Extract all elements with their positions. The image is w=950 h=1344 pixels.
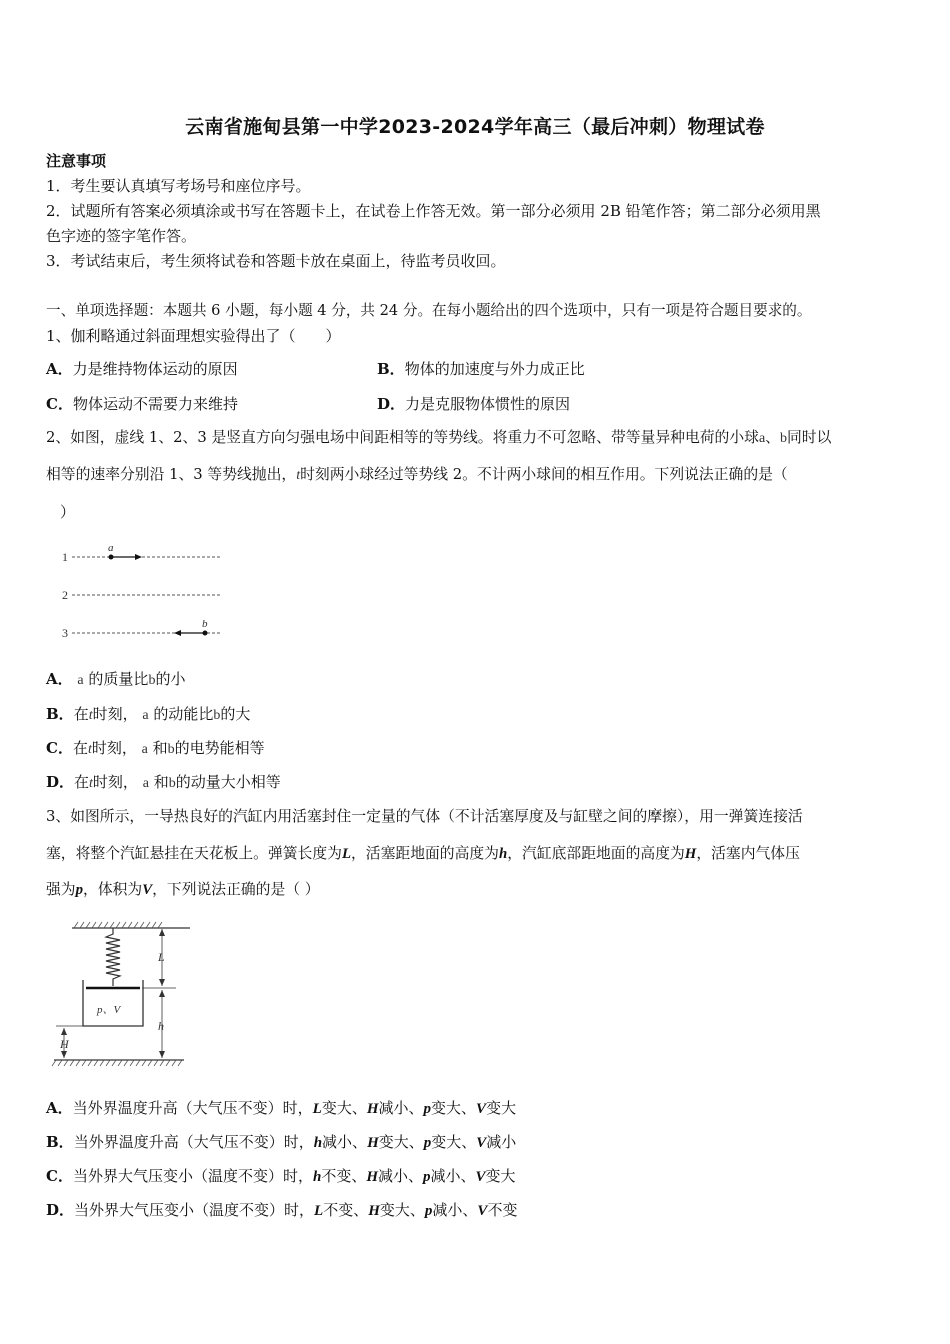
question-3-stem-line2: [46, 843, 800, 865]
question-3-stem-line1: 3、如图所示，一导热良好的汽缸内用活塞封住一定量的气体（不计活塞厚度及与缸壁之间的摩擦），用一弹簧连接活: [46, 808, 803, 825]
stem-text: 同时以: [786, 429, 832, 446]
stem-text: ，汽缸底部距地面的高度为: [507, 845, 685, 862]
option-text: 时刻，: [92, 773, 138, 791]
variable-h: h: [498, 846, 508, 862]
stem-text: ，活塞内气体压: [696, 845, 800, 862]
arrowhead: [159, 990, 165, 997]
notice-item: 1．考生要认真填写考场号和座位序号。: [46, 177, 311, 195]
question-2-stem-line1: [46, 427, 831, 450]
option-text: 变大、: [321, 1099, 367, 1117]
variable: V: [475, 1169, 486, 1185]
option-text: 和: [153, 773, 169, 791]
variable: H: [366, 1101, 379, 1117]
symbol-a: a: [758, 431, 766, 446]
symbol-a: a: [141, 742, 148, 757]
arrowhead: [159, 1051, 165, 1058]
option-text: 的动能比: [153, 705, 214, 723]
option-text: 不变、: [321, 1167, 367, 1185]
option-text: 的电势能相等: [174, 739, 265, 757]
option-text: 在: [73, 705, 89, 723]
arrowhead: [61, 1051, 67, 1058]
stem-text: 时刻两小球经过等势线 2。不计两小球间的相互作用。下列说法正确的是（: [300, 466, 788, 483]
option-text: 不变、: [323, 1201, 369, 1219]
variable: H: [366, 1169, 378, 1185]
arrowhead: [61, 1028, 67, 1035]
q3-option-c: [46, 1165, 516, 1188]
option-text: 力是克服物体惯性的原因: [405, 395, 571, 413]
variable: H: [367, 1135, 379, 1151]
option-text: 不变: [487, 1201, 518, 1219]
option-text: 当外界温度升高（大气压不变）时，: [72, 1099, 313, 1117]
stem-text: 2、如图，虚线 1、2、3 是竖直方向匀强电场中间距相等的等势线。将重力不可忽略、带等量异种电荷的小球: [46, 429, 759, 446]
option-label: D．: [377, 395, 406, 413]
option-label: D．: [46, 1201, 75, 1219]
option-text: 和: [152, 739, 168, 757]
symbol-b: b: [168, 776, 176, 791]
q3-option-d: [46, 1199, 517, 1222]
stem-text: ，活塞距地面的高度为: [351, 845, 499, 862]
stem-text: 、: [765, 429, 780, 446]
variable-p: p: [75, 882, 84, 898]
variable: p: [424, 1203, 433, 1219]
option-text: 变大: [485, 1167, 516, 1185]
variable: p: [423, 1101, 432, 1117]
stem-text: ，体积为: [83, 881, 143, 898]
option-text: 时刻，: [92, 705, 138, 723]
notice-heading: 注意事项: [46, 152, 107, 170]
symbol-t: t: [296, 468, 301, 483]
option-label: C．: [46, 739, 73, 757]
option-text: 时刻，: [91, 739, 137, 757]
notice-item: 3．考试结束后，考生须将试卷和答题卡放在桌面上，待监考员收回。: [46, 252, 506, 270]
variable: H: [368, 1203, 380, 1219]
option-label: B．: [377, 360, 405, 378]
symbol-b: b: [167, 742, 175, 757]
spring: [106, 928, 120, 986]
line-label-3: 3: [62, 626, 68, 640]
variable-H: H: [684, 846, 697, 862]
option-text: 变大、: [431, 1099, 477, 1117]
question-1-stem: 1、伽利略通过斜面理想实验得出了（ ）: [46, 327, 341, 345]
option-label: B．: [46, 705, 74, 723]
ball-b-label: b: [202, 618, 208, 630]
q2-option-d: [46, 771, 281, 795]
arrowhead: [159, 979, 165, 986]
option-text: 的大: [220, 705, 251, 723]
option-text: 当外界温度升高（大气压不变）时，: [73, 1133, 314, 1151]
q1-option-d: [377, 393, 570, 415]
stem-text: 强为: [46, 881, 76, 898]
notice-item: 色字迹的签字笔作答。: [46, 227, 197, 245]
symbol-a: a: [77, 673, 84, 688]
option-label: A．: [46, 1099, 73, 1117]
option-text: 变大、: [379, 1201, 425, 1219]
arrowhead-b: [174, 630, 181, 636]
symbol-b: b: [148, 673, 156, 688]
option-text: 物体运动不需要力来维持: [72, 395, 238, 413]
variable: h: [313, 1135, 323, 1151]
variable: p: [423, 1135, 432, 1151]
variable-V: V: [142, 882, 153, 898]
variable: L: [312, 1101, 322, 1117]
symbol-a: a: [142, 708, 149, 723]
option-text: 变大: [486, 1099, 517, 1117]
option-text: 减小、: [430, 1167, 476, 1185]
section-heading: 一、单项选择题：本题共 6 小题，每小题 4 分，共 24 分。在每小题给出的四个选项中，只有一项是符合题目要求的。: [46, 302, 812, 319]
option-text: 的小: [155, 670, 186, 688]
q2-option-b: [46, 703, 250, 727]
variable: L: [314, 1203, 324, 1219]
option-text: 减小、: [322, 1133, 368, 1151]
option-text: 力是维持物体运动的原因: [72, 360, 238, 378]
q3-option-b: [46, 1131, 516, 1154]
ceiling-hatch: [74, 922, 162, 928]
variable: V: [476, 1135, 487, 1151]
line-label-2: 2: [62, 588, 68, 602]
option-text: 在: [72, 739, 88, 757]
option-label: A．: [46, 670, 73, 688]
q1-option-a: [46, 358, 238, 380]
option-text: 减小、: [378, 1099, 424, 1117]
q1-option-b: [377, 358, 585, 380]
variable: V: [477, 1203, 488, 1219]
variable: p: [423, 1169, 431, 1185]
variable: h: [312, 1169, 322, 1185]
q1-option-c: [46, 393, 238, 415]
option-label: C．: [46, 395, 73, 413]
label-h: h: [158, 1019, 164, 1033]
q3-option-a: [46, 1097, 516, 1120]
arrowhead: [159, 929, 165, 936]
option-label: D．: [46, 773, 75, 791]
page-title: 云南省施甸县第一中学2023-2024学年高三（最后冲刺）物理试卷: [185, 116, 765, 138]
label-H: H: [60, 1037, 69, 1051]
stem-text: 塞，将整个汽缸悬挂在天花板上。弹簧长度为: [46, 845, 342, 862]
symbol-t: t: [89, 776, 93, 791]
variable: V: [476, 1101, 487, 1117]
option-text: 当外界大气压变小（温度不变）时，: [72, 1167, 313, 1185]
equipotential-lines-figure: [60, 540, 240, 645]
question-3-stem-line3: [46, 879, 320, 901]
stem-text: 相等的速率分别沿 1、3 等势线抛出，: [46, 466, 297, 483]
question-2-stem-line3: ）: [60, 503, 76, 521]
option-text: 的质量比: [88, 670, 149, 688]
label-L: L: [158, 950, 165, 964]
stem-text: ，下列说法正确的是（ ）: [152, 881, 320, 898]
option-text: 当外界大气压变小（温度不变）时，: [74, 1201, 315, 1219]
option-text: 物体的加速度与外力成正比: [404, 360, 585, 378]
option-text: 减小、: [378, 1167, 424, 1185]
symbol-a: a: [142, 776, 149, 791]
symbol-b: b: [779, 431, 787, 446]
arrowhead-a: [135, 554, 142, 560]
symbol-b: b: [213, 708, 221, 723]
notice-item: 2．试题所有答案必须填涂或书写在答题卡上，在试卷上作答无效。第一部分必须用 2B 铅笔作答；第二部分必须用黑: [46, 202, 821, 220]
option-label: A．: [46, 360, 73, 378]
variable-L: L: [341, 846, 351, 862]
option-text: 变大、: [431, 1133, 477, 1151]
symbol-t: t: [87, 742, 92, 757]
option-text: 减小、: [432, 1201, 478, 1219]
line-label-1: 1: [62, 550, 68, 564]
option-label: C．: [46, 1167, 73, 1185]
q2-option-c: [46, 737, 265, 761]
symbol-t: t: [88, 708, 93, 723]
option-label: B．: [46, 1133, 74, 1151]
question-2-stem-line2: [46, 464, 788, 487]
ball-a-label: a: [108, 542, 114, 554]
ground-hatch: [52, 1060, 182, 1066]
option-text: 在: [74, 773, 90, 791]
cylinder-spring-figure: [50, 920, 200, 1070]
option-text: 变大、: [378, 1133, 424, 1151]
q2-option-a: [46, 668, 185, 692]
option-text: 的动量大小相等: [175, 773, 281, 791]
gas-label: p、V: [97, 1004, 121, 1016]
option-text: 减小: [486, 1133, 517, 1151]
